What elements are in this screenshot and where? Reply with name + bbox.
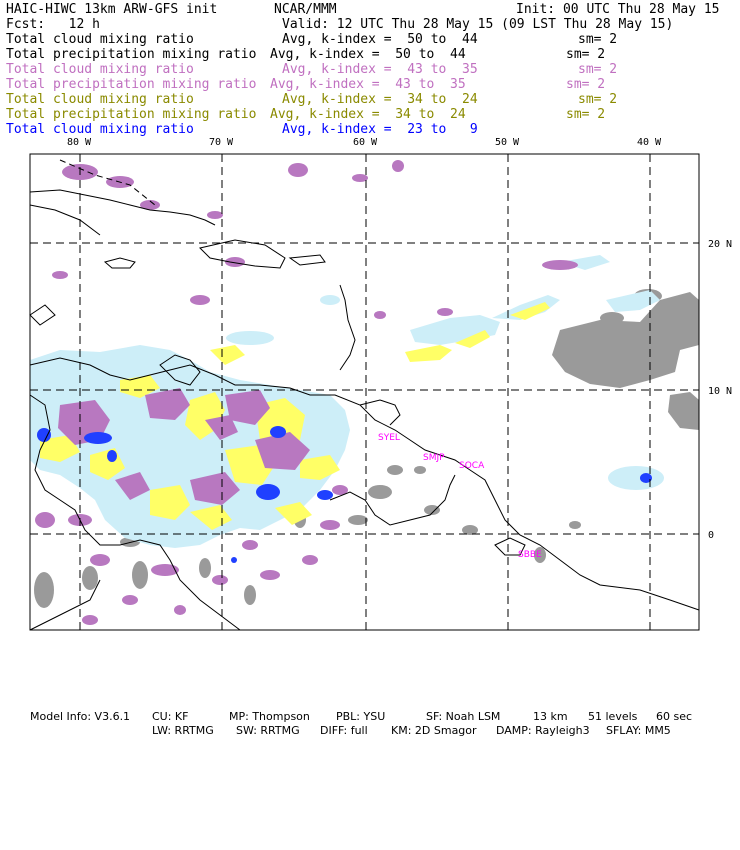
field-sm: sm= 2 [578,92,618,107]
lat-label: 20 N [708,239,733,250]
footer-item: KM: 2D Smagor [391,724,477,737]
init-time: Init: 00 UTC Thu 28 May 15 [516,2,720,17]
station-label: SYEL [378,433,400,443]
footer-item: DIFF: full [320,724,368,737]
field-avg: Avg, k-index = 43 to 35 [270,77,466,92]
model-info-footer [0,710,740,738]
longitude-labels [67,137,662,148]
field-name: Total precipitation mixing ratio [6,77,257,92]
field-sm: sm= 2 [566,47,606,62]
field-avg: Avg, k-index = 34 to 24 [270,107,466,122]
footer-item: DAMP: Rayleigh3 [496,724,590,737]
lon-label: 40 W [637,137,662,148]
field-avg: Avg, k-index = 23 to 9 [282,122,478,137]
field-avg: Avg, k-index = 34 to 24 [282,92,478,107]
footer-item: MP: Thompson [229,710,310,723]
field-sm: sm= 2 [566,77,606,92]
footer-item: PBL: YSU [336,710,386,723]
lon-label: 80 W [67,137,92,148]
footer-item: LW: RRTMG [152,724,214,737]
lat-label: 10 N [708,386,733,397]
forecast-hour: Fcst: 12 h [6,17,100,32]
footer-item: CU: KF [152,710,189,723]
field-name: Total cloud mixing ratio [6,32,194,47]
field-avg: Avg, k-index = 43 to 35 [282,62,478,77]
station-label: SMJP [423,453,445,463]
footer-item: 51 levels [588,710,638,723]
footer-item: SFLAY: MM5 [606,724,671,737]
field-name: Total cloud mixing ratio [6,122,194,137]
field-sm: sm= 2 [578,62,618,77]
valid-time: Valid: 12 UTC Thu 28 May 15 (09 LST Thu 28 May 15) [282,17,674,32]
field-name: Total precipitation mixing ratio [6,107,257,122]
station-label: SOCA [459,461,485,471]
footer-item: 60 sec [656,710,693,723]
field-name: Total precipitation mixing ratio [6,47,257,62]
field-avg: Avg, k-index = 50 to 44 [282,32,478,47]
lat-label: 0 [708,530,715,541]
model-title: HAIC-HIWC 13km ARW-GFS init [6,2,218,17]
field-sm: sm= 2 [566,107,606,122]
org-label: NCAR/MMM [274,2,337,17]
lon-label: 70 W [209,137,234,148]
footer-item: 13 km [533,710,568,723]
lon-label: 60 W [353,137,378,148]
field-name: Total cloud mixing ratio [6,92,194,107]
field-sm: sm= 2 [578,32,618,47]
footer-item: Model Info: V3.6.1 [30,710,131,723]
lon-label: 50 W [495,137,520,148]
footer-item: SW: RRTMG [236,724,300,737]
footer-item: SF: Noah LSM [426,710,501,723]
field-name: Total cloud mixing ratio [6,62,194,77]
latitude-labels [708,239,732,541]
station-label: SBBE [518,550,542,560]
field-avg: Avg, k-index = 50 to 44 [270,47,466,62]
